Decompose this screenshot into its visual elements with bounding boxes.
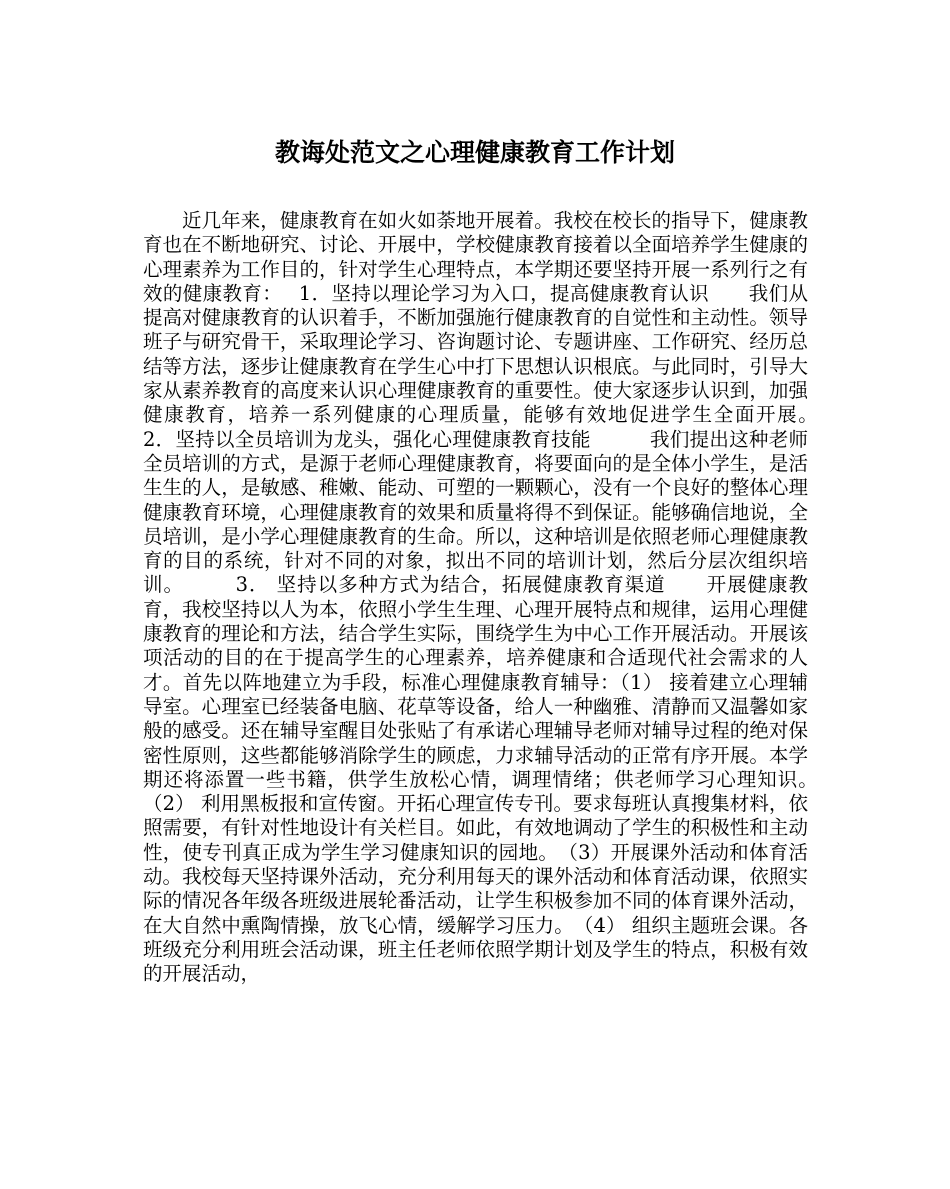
document-body-paragraph: 近几年来，健康教育在如火如荼地开展着。我校在校长的指导下，健康教育也在不断地研究、讨论、开展中，学校健康教育接着以全面培养学生健康的心理素养为工作目的，针对学生心理特点，本学期还要坚持开展一系列行之有效的健康教育： 1．坚持以理论学习为入口，提高健康教育认识 我们从提高对健康教育的认识着手，不断加强施行健康教育的自觉性和主动性。领导班子与研究骨干，采取理论学习、咨询题讨论、专题讲座、工作研究、经历总结等方法，逐步让健康教育在学生心中打下思想认识根底。与此同时，引导大家从素养教育的高度来认识心理健康教育的重要性。使大家逐步认识到，加强健康教育，培养一系列健康的心理质量，能够有效地促进学生全面开展。 2．坚持以全员培训为龙头，强化心理健康教育技能 我们提出这种老师全员培训的方式，是源于老师心理健康教育，将要面向的是全体小学生，是活生生的人，是敏感、稚嫩、能动、可塑的一颗颗心，没有一个良好的整体心理健康教育环境，心理健康教育的效果和质量将得不到保证。能够确信地说，全员培训，是小学心理健康教育的生命。所以，这种培训是依照老师心理健康教育的目的系统，针对不同的对象，拟出不同的培训计划，然后分层次组织培训。 3． 坚持以多种方式为结合，拓展健康教育渠道 开展健康教育，我校坚持以人为本，依照小学生生理、心理开展特点和规律，运用心理健康教育的理论和方法，结合学生实际，围绕学生为中心工作开展活动。开展该项活动的目的在于提高学生的心理素养，培养健康和合适现代社会需求的人才。首先以阵地建立为手段，标准心理健康教育辅导：（1） 接着建立心理辅导室。心理室已经装备电脑、花草等设备，给人一种幽雅、清静而又温馨如家般的感受。还在辅导室醒目处张贴了有承诺心理辅导老师对辅导过程的绝对保密性原则，这些都能够消除学生的顾虑，力求辅导活动的正常有序开展。本学期还将添置一些书籍，供学生放松心情，调理情绪；供老师学习心理知识。 （2） 利用黑板报和宣传窗。开拓心理宣传专刊。要求每班认真搜集材料，依照需要，有针对性地设计有关栏目。如此，有效地调动了学生的积极性和主动性，使专刊真正成为学生学习健康知识的园地。 （3）开展课外活动和体育活动。我校每天坚持课外活动，充分利用每天的课外活动和体育活动课，依照实际的情况各年级各班级进展轮番活动，让学生积极参加不同的体育课外活动，在大自然中熏陶情操，放飞心情，缓解学习压力。 （4） 组织主题班会课。各班级充分利用班会活动课，班主任老师依照学期计划及学生的特点，积极有效的开展活动， xyxy=(143,209,867,986)
document-title: 教诲处范文之心理健康教育工作计划 xyxy=(274,138,675,167)
